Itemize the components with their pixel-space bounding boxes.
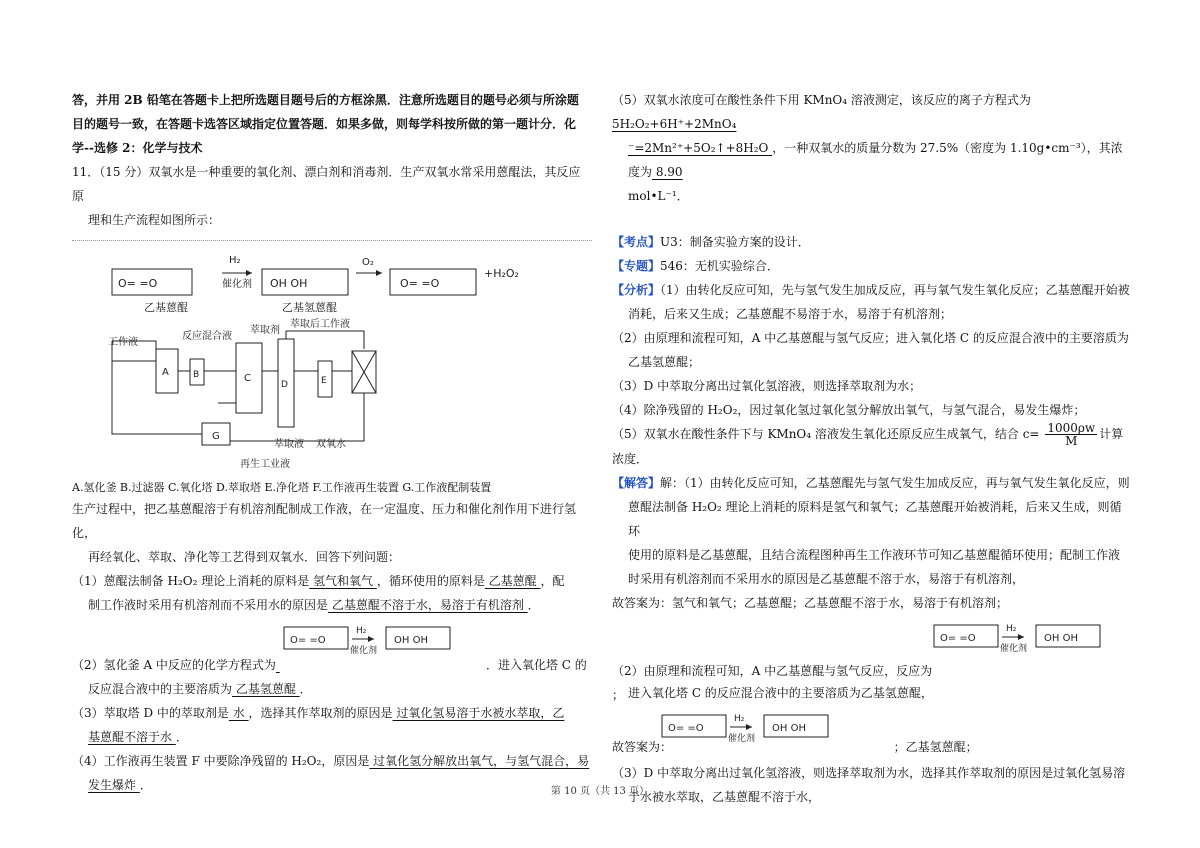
q5-text-b: ，一种双氧水的质量分数为 27.5%（密度为 1.10g•cm⁻³），其浓度为 [628, 141, 1123, 179]
jieda-line-1c: 使用的原料是乙基蒽醌，且结合流程图种再生工作液环节可知乙基蒽醌循环使用；配制工作液 [628, 548, 1121, 562]
diagram-svg [72, 241, 592, 473]
q2-formula-line [72, 617, 592, 663]
q4-line-1 [72, 749, 592, 773]
jieda-line-3: （3）D 中萃取分离出过氧化氢溶液，则选择萃取剂为水，选择其作萃取剂的原因是过氧化氢易溶 [612, 766, 1126, 780]
q3-text-a: （3）萃取塔 D 中的萃取剂是 [72, 706, 229, 720]
jieda-line-2 [612, 659, 1132, 707]
q1-line-2 [72, 593, 592, 617]
q2-text-b: ．进入氧化塔 C 的 [485, 658, 587, 672]
fenxi-line-2b: 乙基氢蒽醌； [628, 355, 701, 369]
svg-text:D: D [281, 380, 288, 390]
q3-line-1 [72, 701, 592, 725]
q1-line-1 [72, 569, 592, 593]
mol1-label: 乙基蒽醌 [144, 301, 188, 314]
svg-text:O= =O: O= =O [290, 635, 326, 646]
fenxi-line-1b: 消耗，后来又生成；乙基蒽醌不易溶于水，易溶于有机溶剂； [628, 307, 953, 321]
q1-answer-3: 乙基蒽醌不溶于水，易溶于有机溶剂 [328, 598, 528, 612]
process-flow [112, 331, 376, 445]
process-para-1b: 再经氧化、萃取、净化等工艺得到双氧水．回答下列问题： [88, 550, 401, 564]
jieda-2c-end: ；乙基氢蒽醌； [893, 740, 978, 754]
q1-answer-2: 乙基蒽醌 [484, 574, 541, 588]
svg-text:O= =O: O= =O [118, 277, 158, 290]
q4-answer-b: 发生爆炸 [88, 778, 140, 792]
jieda-line-2b: 进入氧化塔 C 的反应混合液中的主要溶质为乙基氢蒽醌， [628, 686, 933, 700]
reaction-scheme [112, 255, 519, 314]
q2-reaction-diagram [282, 617, 482, 666]
svg-text:催化剂: 催化剂 [350, 646, 378, 656]
instruction-line-1: 答，并用 2B 铅笔在答题卡上把所选题目题号后的方框涂黑．注意所选题目的题号必须与所涂题 [72, 93, 579, 107]
equipment-legend: A.氢化釜 B.过滤器 C.氧化塔 D.萃取塔 E.净化塔 F.工作液再生装置 G.工作液配制装置 [72, 481, 492, 494]
instruction-line-3: 学--选修 2：化学与技术 [72, 141, 203, 155]
question-11-title: 11．（15 分）双氧水是一种重要的氧化剂、漂白剂和消毒剂．生产双氧水常采用蒽醌法，其反应原 [72, 165, 581, 203]
q5-answer-1b: ⁻=2Mn²⁺+5O₂↑+8H₂O [628, 141, 773, 155]
fenxi-line-4: （4）除净残留的 H₂O₂，因过氧化氢过氧化氢分解放出氧气，与氢气混合，易发生爆炸； [612, 403, 1086, 417]
left-column [72, 88, 592, 797]
q1-end: ． [527, 598, 540, 612]
q3-answer-2b: 基蒽醌不溶于水 [88, 730, 176, 744]
fenxi-5a: （5）双氧水在酸性条件下与 KMnO₄ 溶液发生氧化还原反应生成氧气，结合 c= [612, 427, 1040, 441]
label-extractant: 萃取剂 [250, 325, 280, 336]
kaodian-line [612, 230, 1132, 254]
q5-line-3: mol•L⁻¹． [628, 189, 689, 203]
h2o2-label: +H₂O₂ [484, 267, 519, 280]
q5-answer-2: 8.90 [652, 165, 683, 179]
jieda-2-text: （2）由原理和流程可知，A 中乙基蒽醌与氢气反应，反应为 [612, 664, 933, 678]
label-after-extract: 萃取后工作液 [290, 319, 350, 330]
question-11-title-cont: 理和生产流程如图所示： [88, 213, 221, 227]
q5-line-2 [612, 136, 1132, 184]
label-reactmix: 反应混合液 [182, 331, 232, 342]
jieda-line-1d: 时采用有机溶剂而不采用水的原因是乙基蒽醌不溶于水，易溶于有机溶剂， [628, 572, 1025, 586]
jieda-tag: 【解答】 [612, 476, 661, 490]
density-fraction [1045, 422, 1097, 447]
q2-line-2 [72, 677, 592, 701]
svg-text:催化剂: 催化剂 [728, 734, 756, 744]
svg-text:B: B [193, 370, 200, 380]
fenxi-1: （1）由转化反应可知，先与氢气发生加成反应，再与氧气发生氧化反应；乙基蒽醌开始被 [660, 283, 1130, 297]
right-column [612, 88, 1132, 809]
fenxi-line-2: （2）由原理和流程可知，A 中乙基蒽醌与氢气反应；进入氧化塔 C 的反应混合液中的主要溶质为 [612, 331, 1129, 345]
reaction-and-flow-diagram [72, 240, 592, 473]
cat-label: 催化剂 [222, 279, 252, 290]
fenxi-line-1 [612, 278, 1132, 302]
fenxi-line-3: （3）D 中萃取分离出过氧化氢溶液，则选择萃取剂为水； [612, 379, 922, 393]
svg-text:O= =O: O= =O [668, 723, 704, 734]
q1-text-a: （1）蒽醌法制备 H₂O₂ 理论上消耗的原料是 [72, 574, 310, 588]
q2-answer: 乙基氢蒽醌 [232, 682, 300, 696]
fraction-denominator: M [1065, 434, 1078, 448]
page-footer: 第 10 页（共 13 页） [550, 786, 650, 797]
svg-text:C: C [244, 373, 251, 384]
q5-line-1 [612, 88, 1132, 136]
q1-answer-1: 氢气和氧气 [309, 574, 377, 588]
svg-text:E: E [321, 376, 327, 386]
fenxi-tag: 【分析】 [612, 283, 661, 297]
q3-end: ． [175, 730, 188, 744]
svg-text:H₂: H₂ [356, 626, 367, 636]
q5-answer-1: 5H₂O₂+6H⁺+2MnO₄ [612, 117, 737, 131]
svg-text:O= =O: O= =O [940, 633, 976, 644]
o2-label: O₂ [362, 257, 374, 268]
svg-text:OH OH: OH OH [772, 723, 806, 734]
q3-line-2 [72, 725, 592, 749]
process-para-1: 生产过程中，把乙基蒽醌溶于有机溶剂配制成工作液，在一定温度、压力和催化剂作用下进行氢化， [72, 502, 577, 540]
q2-text-c: 反应混合液中的主要溶质为 [88, 682, 233, 696]
zhuanti-text: 546：无机实验综合． [660, 259, 779, 273]
jieda-2c-text: 故答案为： [612, 740, 673, 754]
jieda-line-1 [612, 471, 1132, 495]
jieda-line-1b: 蒽醌法制备 H₂O₂ 理论上消耗的原料是氢气和氧气；乙基蒽醌开始被消耗，后来又生成，则循环 [628, 500, 1122, 538]
svg-text:OH OH: OH OH [270, 277, 308, 290]
jieda-2-reaction-diagram [932, 615, 1132, 664]
label-workliquid: 工作液 [108, 337, 138, 348]
fenxi-5b: 计算浓度． [612, 427, 1124, 466]
label-regen: 再生工业液 [240, 459, 290, 470]
h2-label: H₂ [229, 255, 241, 266]
svg-text:催化剂: 催化剂 [1000, 644, 1028, 654]
instruction-line-2: 目的题号一致，在答题卡选答区域指定位置答题．如果多做，则每学科按所做的第一题计分．化 [72, 117, 577, 131]
q1-text-b: ，循环使用的原料是 [376, 574, 485, 588]
svg-text:A: A [162, 367, 169, 378]
mol2-label: 乙基氢蒽醌 [282, 301, 337, 314]
q2-end: ． [299, 682, 312, 696]
fraction-numerator: 1000ρw [1047, 421, 1096, 435]
q4-answer: 过氧化氢分解放出氧气，与氢气混合，易 [369, 754, 590, 768]
q1-text-d: 制工作液时采用有机溶剂而不采用水的原因是 [88, 598, 329, 612]
kaodian-tag: 【考点】 [612, 235, 661, 249]
q4-end: ． [139, 778, 152, 792]
svg-text:G: G [212, 431, 220, 442]
jieda-line-2c [612, 735, 978, 759]
svg-text:H₂: H₂ [1006, 624, 1017, 634]
zhuanti-line [612, 254, 1132, 278]
label-h2o2-liquid: 双氧水 [316, 439, 346, 450]
q4-text-a: （4）工作液再生装置 F 中要除净残留的 H₂O₂，原因是 [72, 754, 370, 768]
kaodian-text: U3：制备实验方案的设计． [660, 235, 810, 249]
q1-text-c: ，配 [540, 574, 565, 588]
jieda-1: 解：（1）由转化反应可知，乙基蒽醌先与氢气发生加成反应，再与氧气发生氧化反应，则 [660, 476, 1130, 490]
svg-text:O= =O: O= =O [400, 277, 440, 290]
q3-text-b: ，选择其作萃取剂的原因是 [248, 706, 393, 720]
zhuanti-tag: 【专题】 [612, 259, 661, 273]
jieda-line-1e: 故答案为：氢气和氧气；乙基蒽醌；乙基蒽醌不溶于水，易溶于有机溶剂； [612, 596, 1009, 610]
svg-text:OH OH: OH OH [394, 635, 428, 646]
q3-answer-1: 水 [228, 706, 249, 720]
q2-text-a: （2）氢化釜 A 中反应的化学方程式为 [72, 658, 276, 672]
label-extract-liquid: 萃取液 [274, 439, 304, 450]
jieda-2-end: ； [612, 688, 625, 702]
svg-text:OH OH: OH OH [1044, 633, 1078, 644]
jieda-line-3b: 于水被水萃取，乙基蒽醌不溶于水， [628, 790, 821, 804]
fenxi-line-5 [612, 422, 1132, 471]
q5-text-a: （5）双氧水浓度可在酸性条件下用 KMnO₄ 溶液测定，该反应的离子方程式为 [612, 93, 1031, 107]
jieda-2c-block [612, 705, 1132, 761]
q3-answer-2: 过氧化氢易溶于水被水萃取，乙 [392, 706, 565, 720]
svg-text:H₂: H₂ [734, 714, 745, 724]
